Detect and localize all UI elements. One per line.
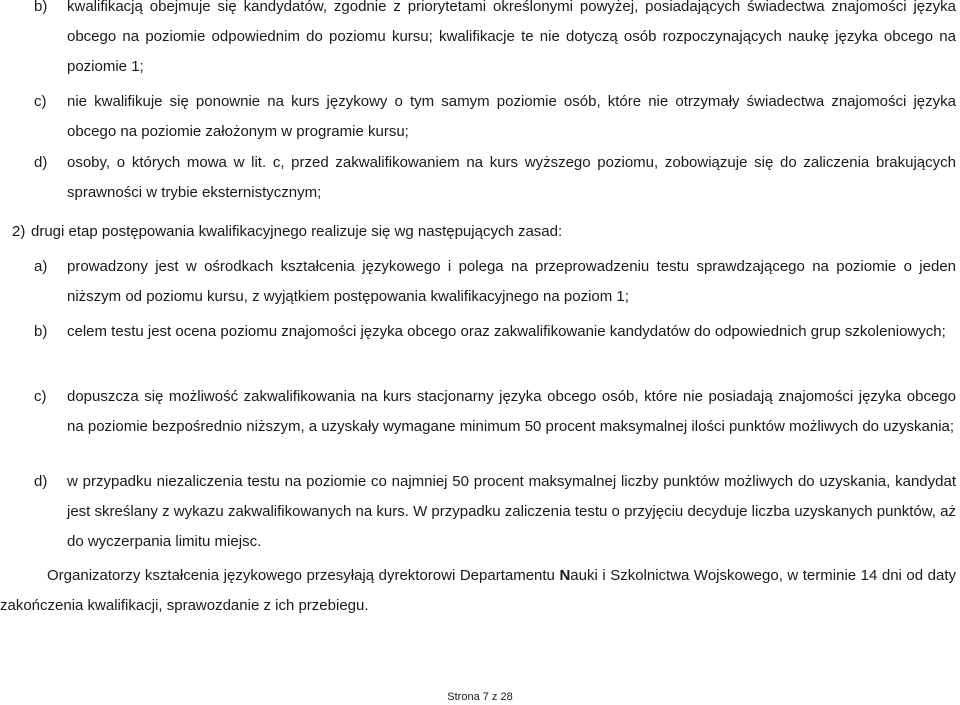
list-text: kwalifikacją obejmuje się kandydatów, zgodnie z priorytetami określonymi powyżej, posiadających świadectwa znajomości języka obcego na poziomie odpowiednim do poziomu kursu; kwalifikacje te nie dotyczą osób rozpoczynających naukę języka obcego na poziomie 1; [67, 0, 956, 75]
list-item-c [34, 382, 956, 442]
list-label: 2) [12, 223, 26, 240]
list-text: celem testu jest ocena poziomu znajomości języka obcego oraz zakwalifikowanie kandydatów do odpowiednich grup szkoleniowych; [67, 323, 946, 340]
list-item-b [34, 0, 956, 82]
list-label: b) [34, 0, 48, 15]
list-label: d) [34, 154, 48, 171]
page-number: Strona 7 z 28 [447, 691, 513, 703]
list-text: drugi etap postępowania kwalifikacyjnego realizuje się wg następujących zasad: [31, 223, 563, 240]
closing-text-start: Organizatorzy kształcenia językowego przesyłają dyrektorowi Departamentu [47, 567, 560, 584]
list-text: prowadzony jest w ośrodkach kształcenia językowego i polega na przeprowadzeniu testu sprawdzającego na poziomie o jeden niższym od poziomu kursu, z wyjątkiem postępowania kwalifikacyjnego na poziom 1; [67, 258, 956, 305]
list-item-b [34, 317, 956, 347]
list-label: a) [34, 258, 48, 275]
list-item-2 [12, 217, 956, 247]
list-label: d) [34, 473, 48, 490]
list-item-a [34, 252, 956, 312]
list-item-d [34, 467, 956, 557]
list-item-d [34, 148, 956, 208]
list-text: w przypadku niezaliczenia testu na poziomie co najmniej 50 procent maksymalnej liczby punktów możliwych do uzyskania, kandydat jest skreślany z wykazu zakwalifikowanych na kurs. W przypadku zaliczenia testu o przyjęciu decyduje liczba uzyskanych punktów, aż do wyczerpania limitu miejsc. [67, 473, 956, 550]
list-text: dopuszcza się możliwość zakwalifikowania na kurs stacjonarny języka obcego osób, które nie posiadają znajomości języka obcego na poziomie bezpośrednio niższym, a uzyskały wymagane minimum 50 procent maksymalnej ilości punktów możliwych do uzyskania; [67, 388, 956, 435]
closing-text-bold: N [559, 567, 571, 584]
list-label: c) [34, 93, 47, 110]
list-text: osoby, o których mowa w lit. c, przed zakwalifikowaniem na kurs wyższego poziomu, zobowiązuje się do zaliczenia brakujących sprawności w trybie eksternistycznym; [67, 154, 956, 201]
list-label: b) [34, 323, 48, 340]
list-label: c) [34, 388, 47, 405]
list-text: nie kwalifikuje się ponownie na kurs językowy o tym samym poziomie osób, które nie otrzymały świadectwa znajomości języka obcego na poziomie założonym w programie kursu; [67, 93, 956, 140]
closing-text-end: auki i Szkolnictwa Wojskowego, w terminie 14 dni od daty zakończenia kwalifikacji, sprawozdanie z ich przebiegu. [0, 567, 956, 614]
list-item-c [34, 87, 956, 147]
closing-paragraph [0, 561, 956, 621]
